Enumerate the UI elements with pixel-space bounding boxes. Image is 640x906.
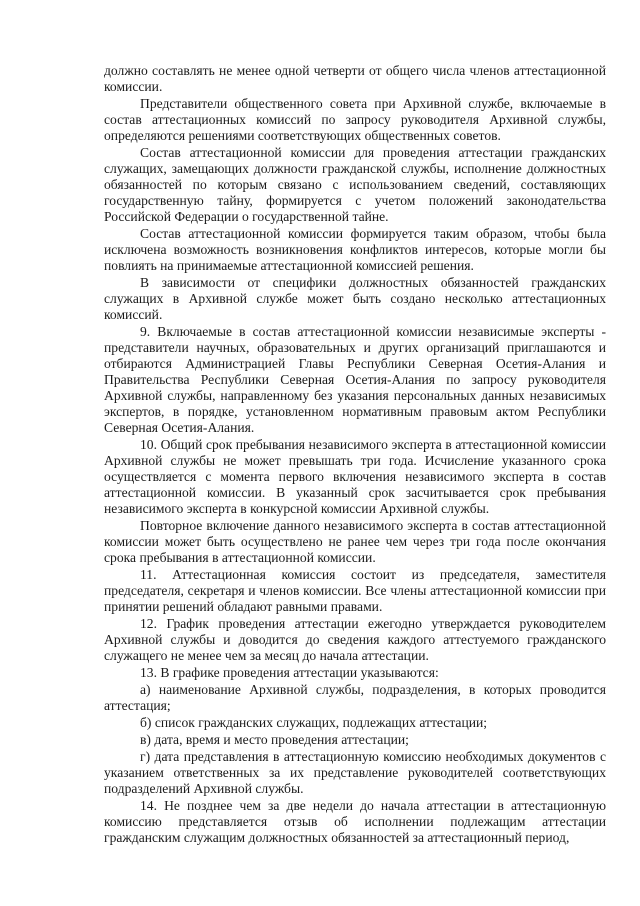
paragraph-item-14: 14. Не позднее чем за две недели до начала аттестации в аттестационную комиссию представляется отзыв об исполнении подлежащим аттестации гражданским служащим должностных обязанностей за аттестационный период, (104, 798, 606, 845)
paragraph-item-10: 10. Общий срок пребывания независимого эксперта в аттестационной комиссии Архивной службы не может превышать три года. Исчисление указанного срока осуществляется с момента первого включения независимого эксперта в состав аттестационной комиссии. В указанный срок засчитывается срок пребывания независимого эксперта в конкурсной комиссии Архивной службы. (104, 437, 606, 516)
paragraph-item-13: 13. В графике проведения аттестации указываются: (140, 665, 439, 680)
paragraph-item-13g: г) дата представления в аттестационную комиссию необходимых документов с указанием ответственных за их представление руководителей соответствующих подразделений Архивной службы. (104, 749, 606, 796)
paragraph-conflict-of-interest: Состав аттестационной комиссии формируется таким образом, чтобы была исключена возможность возникновения конфликтов интересов, которые могли бы повлиять на принимаемые аттестационной комиссией решения. (104, 226, 606, 273)
paragraph-item-11: 11. Аттестационная комиссия состоит из председателя, заместителя председателя, секретаря и членов комиссии. Все члены аттестационной комиссии при принятии решений обладают равными правами. (104, 567, 606, 614)
paragraph-item-13b: б) список гражданских служащих, подлежащих аттестации; (140, 715, 488, 730)
paragraph-item-9: 9. Включаемые в состав аттестационной комиссии независимые эксперты - представители научных, образовательных и других организаций приглашаются и отбираются Администрацией Главы Республики Северная Осетия-Алания и Правительства Республики Северная Осетия-Алания по запросу руководителя Архивной службы, направленному без указания персональных данных независимых экспертов, в порядке, установленном нормативным правовым актом Республики Северная Осетия-Алания. (104, 324, 606, 435)
document-body (104, 63, 606, 847)
paragraph-multiple-commissions: В зависимости от специфики должностных обязанностей гражданских служащих в Архивной службе может быть создано несколько аттестационных комиссий. (104, 275, 606, 322)
paragraph-public-council: Представители общественного совета при Архивной службе, включаемые в состав аттестационных комиссий по запросу руководителя Архивной службы, определяются решениями соответствующих общественных советов. (104, 96, 606, 143)
paragraph-continuation: должно составлять не менее одной четверти от общего числа членов аттестационной комиссии. (104, 63, 606, 94)
paragraph-item-12: 12. График проведения аттестации ежегодно утверждается руководителем Архивной службы и доводится до сведения каждого аттестуемого гражданского служащего не менее чем за месяц до начала аттестации. (104, 616, 606, 663)
paragraph-item-13v: в) дата, время и место проведения аттестации; (140, 732, 409, 747)
paragraph-repeat-inclusion: Повторное включение данного независимого эксперта в состав аттестационной комиссии может быть осуществлено не ранее чем через три года после окончания срока пребывания в аттестационной комиссии. (104, 518, 606, 565)
paragraph-state-secret: Состав аттестационной комиссии для проведения аттестации гражданских служащих, замещающих должности гражданской службы, исполнение должностных обязанностей по которым связано с использованием сведений, составляющих государственную тайну, формируется с учетом положений законодательства Российской Федерации о государственной тайне. (104, 145, 606, 224)
paragraph-item-13a: а) наименование Архивной службы, подразделения, в которых проводится аттестация; (104, 682, 606, 713)
